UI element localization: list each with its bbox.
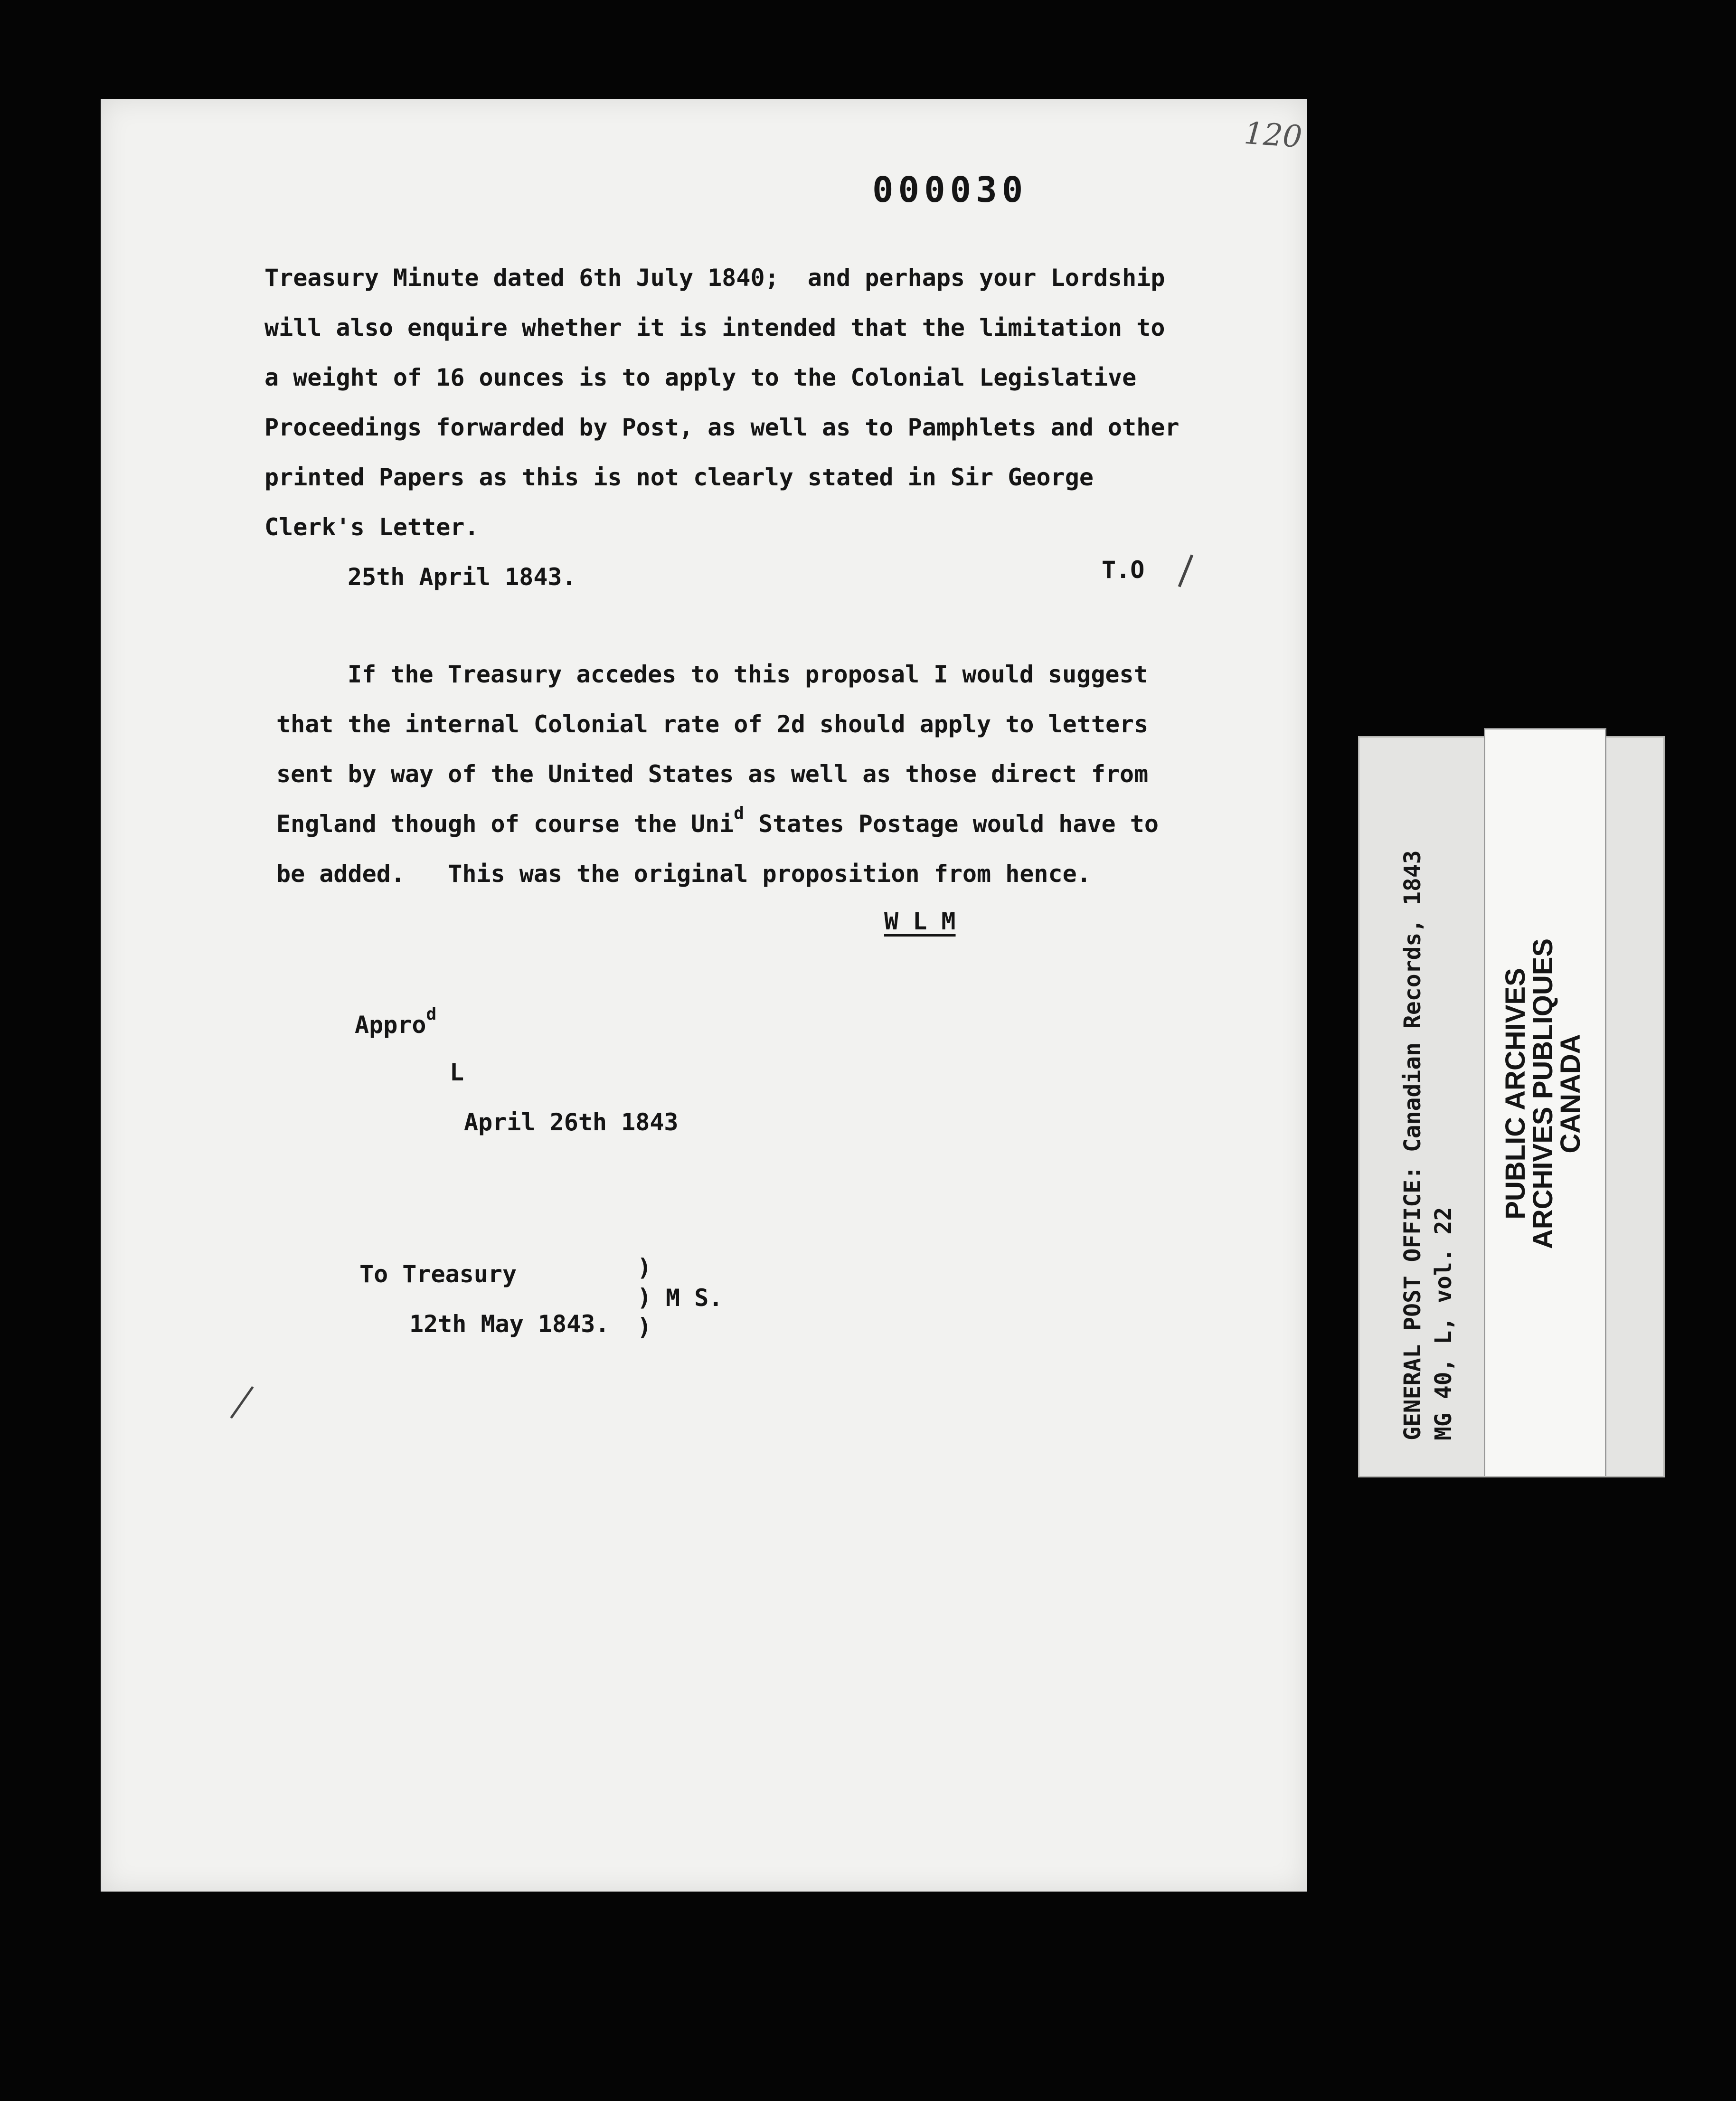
archive-stamp-text [1502, 880, 1585, 1307]
signature-wlm: W L M [884, 908, 956, 935]
folio-number: 120 [1243, 115, 1303, 155]
archive-label [1358, 736, 1665, 1477]
document-page [101, 99, 1307, 1892]
approved-initial: L [450, 1059, 464, 1086]
archive-stamp-line1: PUBLIC ARCHIVES [1500, 968, 1531, 1220]
signature-to: T.O [1102, 556, 1145, 584]
paragraph1-line5: printed Papers as this is not clearly stated in Sir George [264, 464, 1094, 491]
paragraph1-line3: a weight of 16 ounces is to apply to the Colonial Legislative [264, 364, 1137, 391]
paragraph2-line3: sent by way of the United States as well as those direct from [276, 760, 1149, 788]
paragraph1-line1: Treasury Minute dated 6th July 1840; and perhaps your Lordship [264, 264, 1165, 292]
approved-date: April 26th 1843 [464, 1108, 679, 1136]
approved-label: Appro$^d$ [355, 1004, 437, 1039]
to-treasury-date: 12th May 1843. [409, 1310, 610, 1338]
ms-initials: M S. [666, 1284, 723, 1312]
archive-stamp-line2: ARCHIVES PUBLIQUES [1528, 938, 1558, 1249]
archive-label-line2: MG 40, L, vol. 22 [1430, 1207, 1457, 1440]
document-number: 000030 [872, 170, 1028, 210]
to-treasury: To Treasury [359, 1260, 517, 1288]
stray-pen-mark [230, 1386, 254, 1419]
paragraph2-line5: be added. This was the original proposition from hence. [276, 860, 1091, 888]
paragraph2-line1: If the Treasury accedes to this proposal I would suggest [348, 661, 1148, 688]
paragraph1-line4: Proceedings forwarded by Post, as well as to Pamphlets and other [264, 414, 1179, 441]
paragraph2-line2: that the internal Colonial rate of 2d should apply to letters [276, 710, 1149, 738]
archive-label-line1: GENERAL POST OFFICE: Canadian Records, 1843 [1399, 850, 1426, 1440]
paragraph1-line2: will also enquire whether it is intended that the limitation to [264, 314, 1165, 341]
archive-stamp-line3: CANADA [1555, 1034, 1586, 1154]
paragraph1-line6: Clerk's Letter. [264, 513, 479, 541]
brace-mark: ) ) ) [637, 1254, 652, 1341]
date-april-25: 25th April 1843. [348, 563, 576, 591]
paragraph2-line4: England though of course the Uni$^d$ States Postage would have to [276, 804, 1159, 838]
archive-label-text [1397, 850, 1459, 1440]
pen-stroke-mark [1178, 554, 1194, 587]
